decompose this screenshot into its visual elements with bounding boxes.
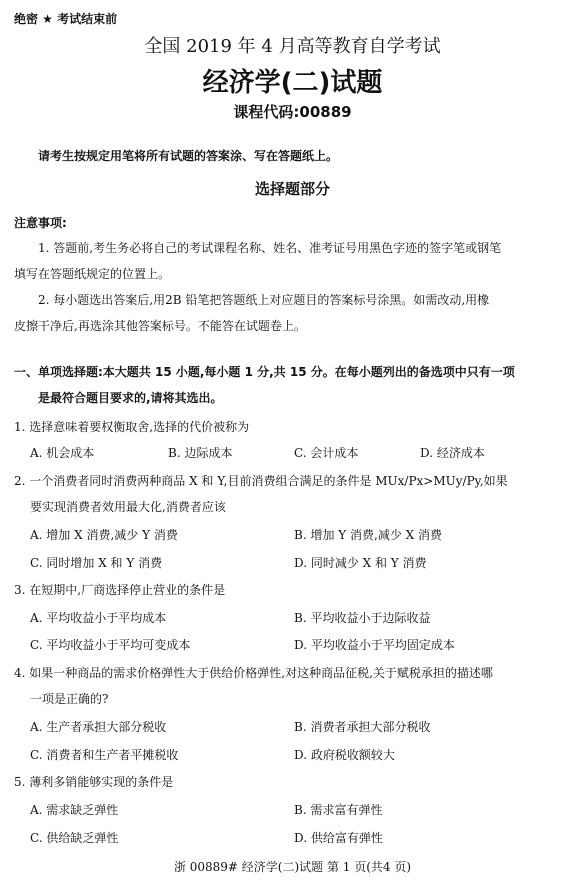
question-5-option-a: A. 需求缺乏弹性 [30,803,119,817]
question-4-stem-line-2: 一项是正确的? [30,692,109,706]
question-3-option-a: A. 平均收益小于平均成本 [30,611,167,625]
question-1-option-b: B. 边际成本 [168,446,233,460]
course-code: 课程代码:00889 [233,103,352,121]
question-1-option-d: D. 经济成本 [420,446,485,460]
page-footer: 浙 00889# 经济学(二)试题 第 1 页(共4 页) [173,860,412,874]
question-5-option-d: D. 供给富有弹性 [294,831,383,845]
question-2-stem-line-2: 要实现消费者效用最大化,消费者应该 [30,500,226,514]
question-3-stem: 3. 在短期中,厂商选择停止营业的条件是 [14,583,226,597]
question-5-option-c: C. 供给缺乏弹性 [30,831,119,845]
subject-title: 经济学(二)试题 [202,68,383,98]
section-title: 选择题部分 [254,180,330,198]
question-5-stem: 5. 薄利多销能够实现的条件是 [14,775,174,789]
question-2-option-c: C. 同时增加 X 和 Y 消费 [30,556,163,570]
question-2-option-b: B. 增加 Y 消费,减少 X 消费 [294,528,442,542]
question-4-option-a: A. 生产者承担大部分税收 [30,720,167,734]
question-2-stem-line-1: 2. 一个消费者同时消费两种商品 X 和 Y,目前消费组合满足的条件是 MUx/Px>MUy/Py,如果 [14,474,508,488]
question-3-option-c: C. 平均收益小于平均可变成本 [30,638,191,652]
notes-item-1-line-1: 1. 答题前,考生务必将自己的考试课程名称、姓名、准考证号用黑色字迹的签字笔或钢笔 [38,241,502,255]
question-4-option-c: C. 消费者和生产者平摊税收 [30,748,179,762]
question-4-option-d: D. 政府税收额较大 [294,748,395,762]
confidential-mark: 绝密 ★ 考试结束前 [14,12,118,26]
question-3-option-b: B. 平均收益小于边际收益 [294,611,431,625]
question-1-stem: 1. 选择意味着要权衡取舍,选择的代价被称为 [14,420,250,434]
question-5-option-b: B. 需求富有弹性 [294,803,383,817]
notes-item-2-line-2: 皮擦干净后,再选涂其他答案标号。不能答在试题卷上。 [14,319,306,333]
question-3-option-d: D. 平均收益小于平均固定成本 [294,638,455,652]
question-2-option-a: A. 增加 X 消费,减少 Y 消费 [30,528,178,542]
notes-item-1-line-2: 填写在答题纸规定的位置上。 [14,267,171,281]
question-4-stem-line-1: 4. 如果一种商品的需求价格弹性大于供给价格弹性,对这种商品征税,关于赋税承担的描述哪 [14,666,493,680]
section-1-heading-line-1: 一、单项选择题:本大题共 15 小题,每小题 1 分,共 15 分。在每小题列出的备选项中只有一项 [14,365,515,379]
question-1-option-a: A. 机会成本 [30,446,95,460]
question-2-option-d: D. 同时减少 X 和 Y 消费 [294,556,427,570]
question-1-option-c: C. 会计成本 [294,446,359,460]
answer-instruction: 请考生按规定用笔将所有试题的答案涂、写在答题纸上。 [38,149,339,163]
notes-title: 注意事项: [14,216,67,230]
exam-name: 全国 2019 年 4 月高等教育自学考试 [144,36,441,57]
question-4-option-b: B. 消费者承担大部分税收 [294,720,431,734]
notes-item-2-line-1: 2. 每小题选出答案后,用2B 铅笔把答题纸上对应题目的答案标号涂黑。如需改动,用橡 [38,293,490,307]
section-1-heading-line-2: 是最符合题目要求的,请将其选出。 [38,391,223,405]
